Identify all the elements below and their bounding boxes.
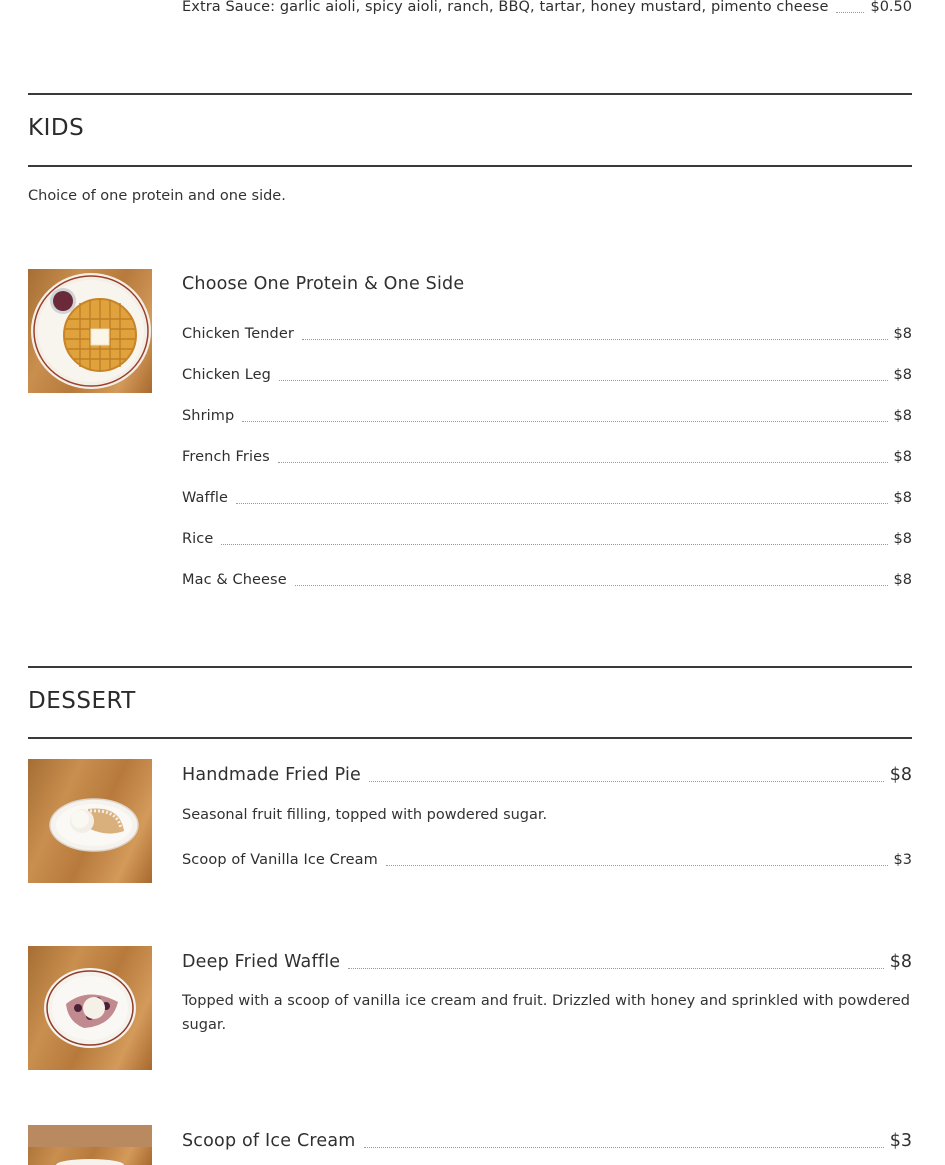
- menu-item: [182, 448, 912, 466]
- section-divider: [28, 93, 912, 95]
- item-name: Chicken Leg: [182, 367, 271, 383]
- menu-item-fried-pie: [182, 764, 912, 786]
- item-price: $8: [889, 765, 912, 785]
- item-description: Topped with a scoop of vanilla ice cream and fruit. Drizzled with honey and sprinkled with powdered sugar.: [182, 993, 911, 1033]
- dotted-leader: [369, 781, 884, 782]
- item-name: Mac & Cheese: [182, 572, 287, 588]
- item-price: $0.50: [870, 0, 912, 15]
- section-divider: [28, 165, 912, 167]
- menu-item: [182, 571, 912, 589]
- section-title-dessert: DESSERT: [28, 688, 136, 714]
- item-name: Waffle: [182, 490, 229, 506]
- menu-item: [182, 489, 912, 507]
- dotted-leader: [278, 462, 888, 463]
- item-price: $8: [889, 952, 912, 972]
- item-name: Extra Sauce: garlic aioli, spicy aioli, ranch, BBQ, tartar, honey mustard, pimento cheese: [182, 0, 829, 15]
- item-name: Handmade Fried Pie: [182, 765, 361, 785]
- item-price: $3: [893, 852, 912, 868]
- dotted-leader: [302, 339, 888, 340]
- menu-item-deep-fried-waffle: [182, 951, 912, 973]
- item-name: Deep Fried Waffle: [182, 952, 341, 972]
- item-price: $8: [893, 449, 912, 465]
- menu-item-extra-sauce: [182, 0, 912, 16]
- kids-waffle-photo: [28, 269, 152, 393]
- menu-item-ice-cream: [182, 1130, 912, 1152]
- item-name: French Fries: [182, 449, 270, 465]
- section-divider: [28, 666, 912, 668]
- dotted-leader: [221, 544, 887, 545]
- dotted-leader: [348, 968, 883, 969]
- dotted-leader: [836, 12, 864, 13]
- section-divider: [28, 737, 912, 739]
- item-description: Seasonal fruit filling, topped with powdered sugar.: [182, 807, 548, 823]
- section-title-kids: KIDS: [28, 115, 85, 141]
- dotted-leader: [364, 1147, 884, 1148]
- menu-item-addon: [182, 851, 912, 869]
- dotted-leader: [236, 503, 887, 504]
- item-name: Rice: [182, 531, 214, 547]
- menu-item: [182, 366, 912, 384]
- item-price: $8: [893, 572, 912, 588]
- menu-item: [182, 407, 912, 425]
- menu-item: [182, 325, 912, 343]
- item-name: Chicken Tender: [182, 326, 294, 342]
- item-name: Scoop of Ice Cream: [182, 1131, 356, 1151]
- menu-item: [182, 530, 912, 548]
- dotted-leader: [242, 421, 887, 422]
- item-price: $3: [889, 1131, 912, 1151]
- item-price: $8: [893, 326, 912, 342]
- item-price: $8: [893, 408, 912, 424]
- dotted-leader: [295, 585, 888, 586]
- section-intro: Choice of one protein and one side.: [28, 188, 286, 204]
- deep-fried-waffle-photo: [28, 946, 152, 1070]
- item-price: $8: [893, 531, 912, 547]
- item-name: Shrimp: [182, 408, 235, 424]
- item-price: $8: [893, 367, 912, 383]
- item-price: $8: [893, 490, 912, 506]
- item-name: Scoop of Vanilla Ice Cream: [182, 852, 378, 868]
- dotted-leader: [279, 380, 888, 381]
- dotted-leader: [386, 865, 888, 866]
- kids-subhead: Choose One Protein & One Side: [182, 274, 465, 294]
- fried-pie-photo: [28, 759, 152, 883]
- ice-cream-photo: [28, 1125, 152, 1165]
